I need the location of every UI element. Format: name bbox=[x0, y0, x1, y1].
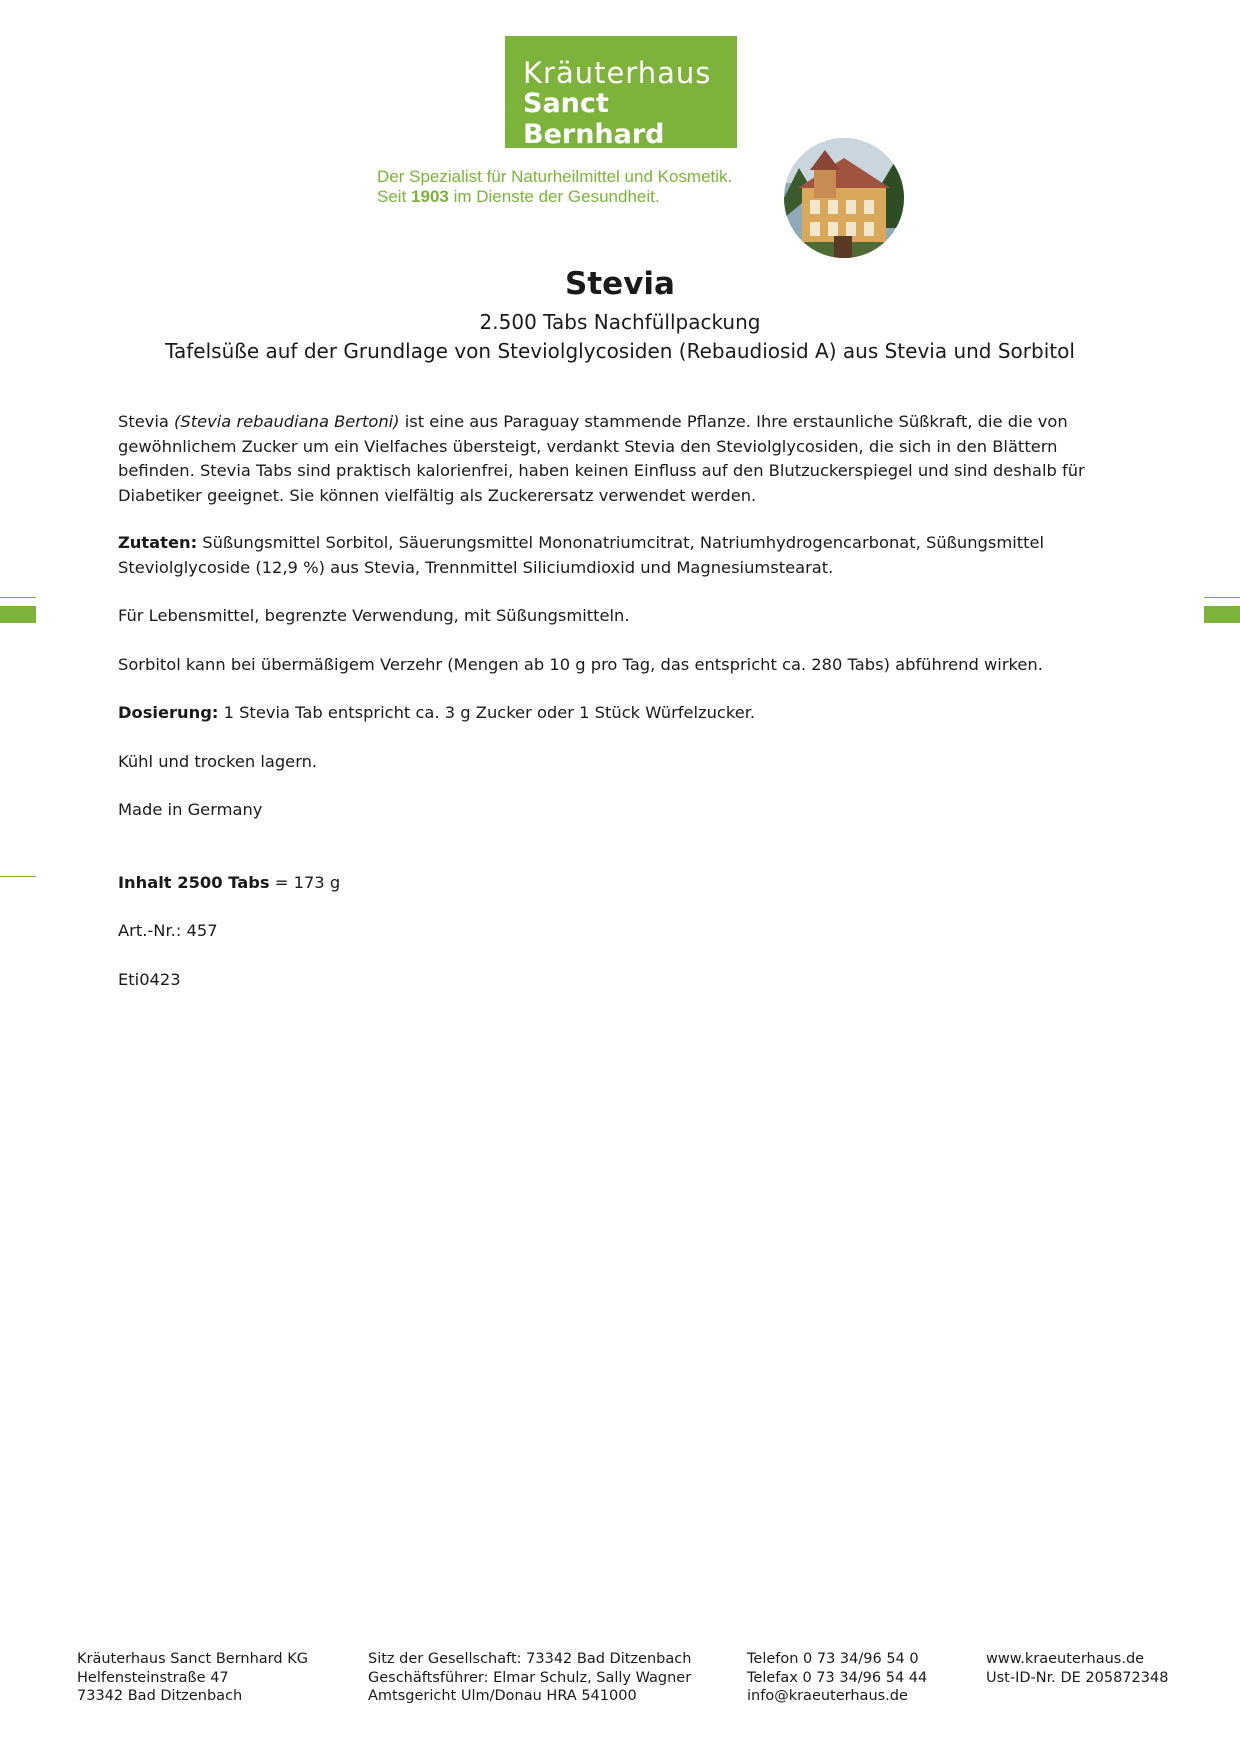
margin-mark-left bbox=[0, 606, 36, 623]
logo-line-2: Sanct Bernhard bbox=[523, 88, 665, 150]
footer-legal bbox=[368, 1650, 691, 1706]
tagline bbox=[377, 167, 732, 207]
footer-vat-id: Ust-ID-Nr. DE 205872348 bbox=[986, 1669, 1169, 1686]
footer-seat: Sitz der Gesellschaft: 73342 Bad Ditzenbach bbox=[368, 1651, 692, 1667]
ingredients-paragraph bbox=[118, 531, 1128, 580]
tagline-line-2 bbox=[377, 187, 732, 207]
footer-fax: Telefax 0 73 34/96 54 44 bbox=[747, 1669, 928, 1686]
margin-mark-line bbox=[1204, 597, 1240, 598]
footer-phone: Telefon 0 73 34/96 54 0 bbox=[747, 1651, 919, 1667]
sorbitol-warning: Sorbitol kann bei übermäßigem Verzehr (Mengen ab 10 g pro Tag, das entspricht ca. 280 Tabs) abführend wirken. bbox=[118, 655, 1043, 674]
label-code: Eti0423 bbox=[118, 970, 181, 989]
footer-register: Amtsgericht Ulm/Donau HRA 541000 bbox=[368, 1688, 637, 1704]
storage-note: Kühl und trocken lagern. bbox=[118, 752, 318, 771]
footer-web bbox=[986, 1650, 1168, 1687]
footer-website-link[interactable]: www.kraeuterhaus.de bbox=[986, 1651, 1145, 1667]
content-label: Inhalt 2500 Tabs bbox=[118, 873, 270, 892]
logo-line-1: Kräuterhaus bbox=[523, 56, 712, 90]
tagline-year: 1903 bbox=[411, 187, 449, 206]
ingredients-label: Zutaten: bbox=[118, 533, 198, 552]
intro-paragraph bbox=[118, 410, 1128, 508]
footer-managers: Geschäftsführer: Elmar Schulz, Sally Wagner bbox=[368, 1669, 692, 1686]
footer-company bbox=[77, 1650, 308, 1706]
brand-logo bbox=[505, 36, 737, 148]
margin-mark-line bbox=[0, 876, 36, 877]
origin-note: Made in Germany bbox=[118, 800, 263, 819]
content-amount bbox=[118, 871, 1128, 896]
dosage-paragraph bbox=[118, 701, 1128, 726]
product-title: Stevia bbox=[565, 266, 675, 302]
tagline-post: im Dienste der Gesundheit. bbox=[448, 187, 660, 206]
intro-text: ist eine aus Paraguay stammende Pflanze. Ihre erstaunliche Süßkraft, die die von gewöhnlichem Zucker um ein Vielfaches übersteigt, verdankt Stevia den Steviolglycosiden, die sich in den Blättern befinden. Stevia Tabs sind praktisch kalorienfrei, haben keinen Einfluss auf den Blutzuckerspiegel und sind deshalb für Diabetiker geeignet. Sie können vielfältig als Zuckerersatz verwendet werden. bbox=[118, 412, 1085, 505]
tagline-line-1: Der Spezialist für Naturheilmittel und Kosmetik. bbox=[377, 167, 733, 186]
product-subtitle-package: 2.500 Tabs Nachfüllpackung bbox=[479, 310, 761, 334]
content-value: = 173 g bbox=[269, 873, 341, 892]
tagline-pre: Seit bbox=[377, 187, 412, 206]
article-number: Art.-Nr.: 457 bbox=[118, 921, 218, 940]
product-subtitle-description: Tafelsüße auf der Grundlage von Steviolglycosiden (Rebaudiosid A) aus Stevia und Sorbitol bbox=[165, 339, 1075, 363]
margin-mark-line bbox=[0, 597, 36, 598]
usage-note: Für Lebensmittel, begrenzte Verwendung, mit Süßungsmitteln. bbox=[118, 606, 630, 625]
building-photo bbox=[784, 138, 904, 258]
dosage-label: Dosierung: bbox=[118, 703, 219, 722]
intro-pre: Stevia bbox=[118, 412, 175, 431]
building-image bbox=[784, 138, 904, 258]
ingredients-text: Süßungsmittel Sorbitol, Säuerungsmittel Mononatriumcitrat, Natriumhydrogencarbonat, Süßungsmittel Steviolglycoside (12,9 %) aus Stevia, Trennmittel Siliciumdioxid und Magnesiumstearat. bbox=[118, 533, 1045, 577]
botanical-name: (Stevia rebaudiana Bertoni) bbox=[174, 412, 400, 431]
footer-company-name: Kräuterhaus Sanct Bernhard KG bbox=[77, 1651, 308, 1667]
footer-contact bbox=[747, 1650, 927, 1706]
margin-mark-right bbox=[1204, 606, 1240, 623]
footer-email-link[interactable]: info@kraeuterhaus.de bbox=[747, 1688, 908, 1704]
footer-city: 73342 Bad Ditzenbach bbox=[77, 1688, 243, 1704]
footer-street: Helfensteinstraße 47 bbox=[77, 1669, 229, 1686]
dosage-text: 1 Stevia Tab entspricht ca. 3 g Zucker oder 1 Stück Würfelzucker. bbox=[218, 703, 756, 722]
